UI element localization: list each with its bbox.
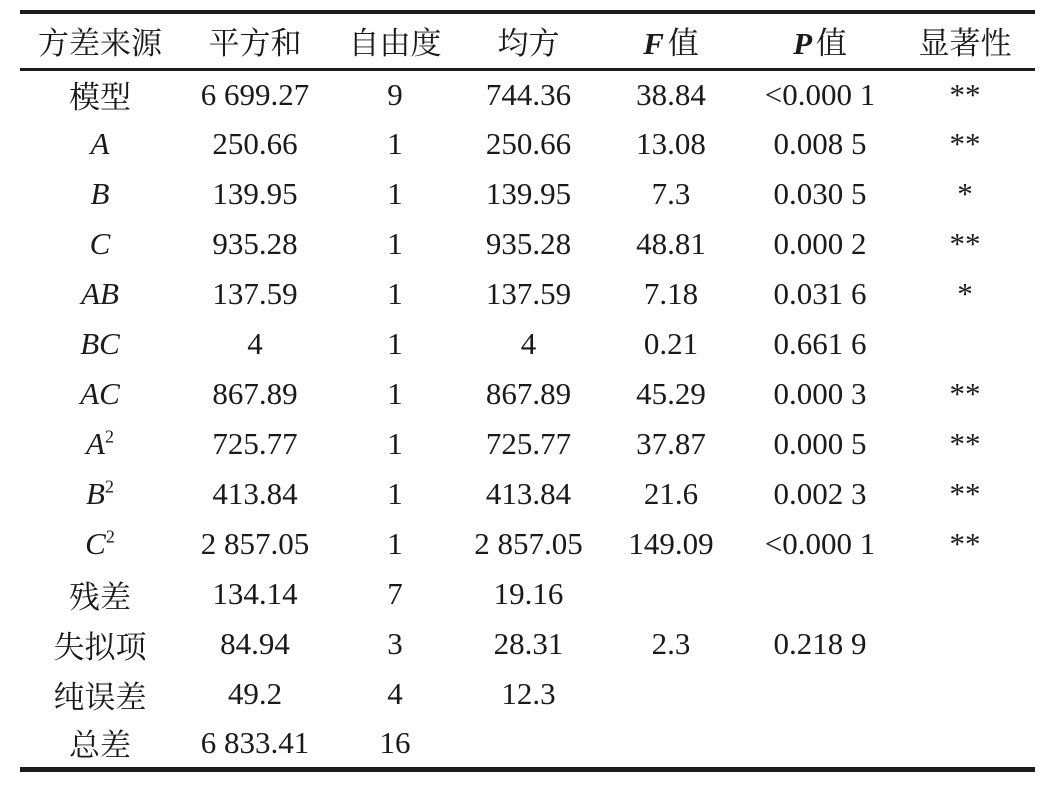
cell-sum-of-squares: 4	[247, 326, 263, 361]
cell-degrees-of-freedom: 1	[387, 176, 403, 211]
cell-sum-of-squares: 84.94	[220, 626, 290, 661]
row-source-label: BC	[80, 326, 120, 361]
cell-significance: **	[949, 476, 981, 511]
cell-mean-square: 19.16	[493, 576, 564, 611]
row-source-label: $A^2$	[86, 426, 114, 461]
cell-p-value: 0.002 3	[773, 476, 867, 511]
header-f-value	[597, 12, 745, 69]
cell-f-value: 48.81	[636, 226, 706, 261]
table-body	[20, 69, 1035, 769]
cell-sum-of-squares: 49.2	[227, 676, 283, 711]
cell-p-value: 0.030 5	[773, 176, 867, 211]
superscript: 2	[105, 526, 115, 547]
cell-mean-square: 28.31	[493, 626, 564, 661]
cell-sum-of-squares: 139.95	[212, 176, 298, 211]
cell-sum-of-squares: 137.59	[212, 276, 298, 311]
cell-degrees-of-freedom: 7	[387, 576, 403, 611]
cell-significance	[895, 719, 1035, 769]
cell-sum-of-squares: 725.77	[212, 426, 298, 461]
cell-p-value	[745, 669, 895, 719]
cell-f-value	[597, 669, 745, 719]
cell-significance: *	[957, 176, 973, 211]
cell-p-value	[745, 569, 895, 619]
cell-p-value: 0.000 3	[773, 376, 867, 411]
cell-sum-of-squares: 134.14	[212, 576, 298, 611]
cell-p-value	[745, 719, 895, 769]
table-row	[20, 669, 1035, 719]
cell-sum-of-squares: 6 699.27	[200, 76, 310, 112]
cell-sum-of-squares: 935.28	[212, 226, 298, 261]
cell-significance: **	[949, 376, 981, 411]
cell-p-value: <0.000 1	[764, 526, 876, 561]
cell-p-value: 0.661 6	[773, 326, 867, 361]
superscript: 2	[104, 476, 114, 497]
cell-p-value: 0.000 2	[773, 226, 867, 261]
row-source-label: 失拟项	[53, 629, 147, 665]
cell-mean-square: 2 857.05	[474, 526, 583, 561]
f-symbol: F	[643, 26, 664, 62]
cell-degrees-of-freedom: 1	[387, 376, 403, 411]
cell-mean-square: 250.66	[485, 126, 572, 161]
cell-p-value: 0.000 5	[773, 426, 867, 461]
row-source-label: AB	[81, 276, 119, 311]
header-significance: 显著性	[918, 26, 1012, 62]
table-row	[20, 69, 1035, 119]
table-row	[20, 169, 1035, 219]
row-source-label: C	[89, 226, 111, 261]
cell-significance: **	[949, 226, 981, 261]
cell-degrees-of-freedom: 1	[387, 526, 403, 561]
cell-p-value: 0.218 9	[773, 626, 867, 661]
header-p-value	[745, 12, 895, 69]
cell-degrees-of-freedom: 9	[387, 76, 403, 112]
table-row	[20, 519, 1035, 569]
table-row	[20, 719, 1035, 769]
header-degrees-of-freedom: 自由度	[348, 26, 442, 62]
row-source-label: 总差	[69, 728, 131, 764]
cell-f-value: 7.3	[651, 176, 691, 211]
table-row	[20, 569, 1035, 619]
table-row	[20, 619, 1035, 669]
cell-mean-square: 867.89	[485, 376, 572, 411]
row-source-label: B	[90, 176, 110, 211]
p-symbol: P	[793, 26, 813, 62]
cell-degrees-of-freedom: 1	[387, 126, 403, 161]
cell-degrees-of-freedom: 3	[387, 626, 403, 661]
cell-significance	[895, 619, 1035, 669]
cell-significance: *	[957, 276, 973, 311]
cell-significance: **	[949, 126, 981, 161]
cell-mean-square: 935.28	[485, 226, 572, 261]
row-source-label: $B^2$	[86, 476, 114, 511]
table-row	[20, 119, 1035, 169]
cell-significance: **	[949, 426, 981, 461]
cell-f-value	[597, 569, 745, 619]
cell-f-value: 7.18	[643, 276, 699, 311]
cell-mean-square: 137.59	[485, 276, 572, 311]
cell-sum-of-squares: 6 833.41	[200, 724, 310, 760]
cell-f-value: 37.87	[636, 426, 706, 461]
cell-sum-of-squares: 2 857.05	[200, 526, 310, 561]
cell-f-value: 13.08	[636, 126, 706, 161]
cell-degrees-of-freedom: 4	[387, 676, 403, 711]
f-value-label: 值	[667, 26, 699, 62]
cell-degrees-of-freedom: 16	[379, 724, 411, 760]
p-value-label: 值	[815, 26, 847, 62]
cell-sum-of-squares: 413.84	[212, 476, 298, 511]
row-source-label: 残差	[69, 579, 131, 615]
cell-p-value: <0.000 1	[764, 76, 876, 112]
cell-mean-square: 139.95	[485, 176, 572, 211]
anova-table	[20, 10, 1035, 772]
row-source-label: 纯误差	[53, 679, 147, 715]
row-source-label: A	[90, 126, 110, 161]
cell-mean-square: 725.77	[485, 426, 572, 461]
table-row	[20, 369, 1035, 419]
cell-f-value: 0.21	[643, 326, 699, 361]
cell-f-value: 2.3	[651, 626, 691, 661]
cell-degrees-of-freedom: 1	[387, 426, 403, 461]
cell-mean-square: 12.3	[501, 676, 556, 711]
row-source-label: $C^2$	[85, 526, 115, 561]
cell-degrees-of-freedom: 1	[387, 276, 403, 311]
cell-significance	[895, 319, 1035, 369]
anova-table-container	[20, 10, 1035, 772]
cell-f-value: 21.6	[643, 476, 699, 511]
row-source-label: AC	[80, 376, 120, 411]
header-row	[20, 12, 1035, 69]
table-row	[20, 419, 1035, 469]
cell-f-value: 38.84	[636, 76, 706, 112]
cell-sum-of-squares: 867.89	[212, 376, 298, 411]
cell-mean-square	[460, 719, 597, 769]
cell-mean-square: 4	[520, 326, 537, 361]
cell-f-value: 45.29	[636, 376, 706, 411]
cell-significance: **	[949, 526, 981, 561]
cell-significance	[895, 569, 1035, 619]
table-row	[20, 269, 1035, 319]
table-row	[20, 219, 1035, 269]
cell-degrees-of-freedom: 1	[387, 226, 403, 261]
cell-mean-square: 413.84	[485, 476, 572, 511]
cell-f-value	[597, 719, 745, 769]
cell-significance	[895, 669, 1035, 719]
table-row	[20, 319, 1035, 369]
cell-p-value: 0.031 6	[773, 276, 867, 311]
cell-degrees-of-freedom: 1	[387, 326, 403, 361]
cell-degrees-of-freedom: 1	[387, 476, 403, 511]
cell-mean-square: 744.36	[485, 76, 572, 112]
header-mean-square: 均方	[497, 26, 560, 62]
table-row	[20, 469, 1035, 519]
header-source-of-variance: 方差来源	[38, 26, 162, 62]
cell-significance: **	[949, 76, 981, 112]
superscript: 2	[104, 426, 114, 447]
cell-p-value: 0.008 5	[773, 126, 867, 161]
header-sum-of-squares: 平方和	[208, 26, 302, 62]
cell-f-value: 149.09	[628, 526, 714, 561]
row-source-label: 模型	[69, 80, 131, 116]
cell-sum-of-squares: 250.66	[212, 126, 298, 161]
